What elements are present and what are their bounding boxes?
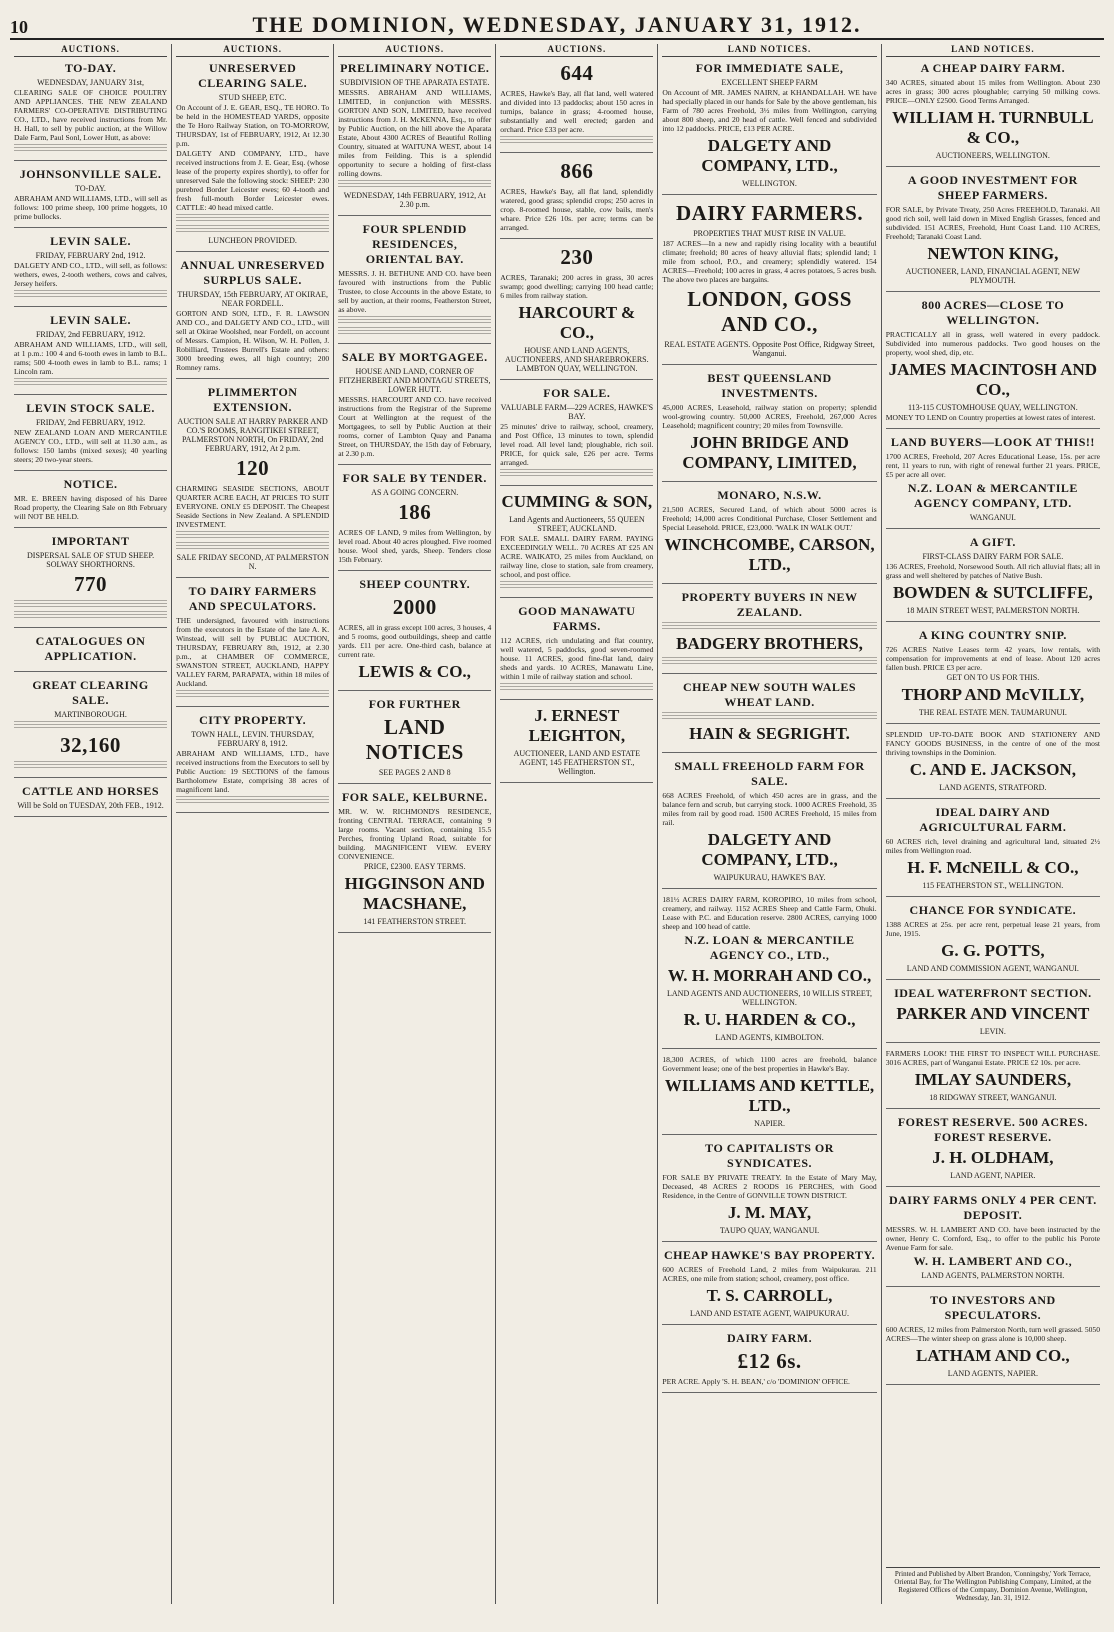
ad-title: FOREST RESERVE. 500 ACRES. FOREST RESERVE. — [897, 1115, 1088, 1144]
ad-subtitle: PROPERTIES THAT MUST RISE IN VALUE. — [693, 229, 846, 238]
fine-print — [14, 761, 167, 770]
fine-print — [662, 622, 876, 631]
column-head: AUCTIONS. — [338, 44, 491, 57]
fine-print — [176, 225, 329, 234]
fine-print — [14, 721, 167, 730]
fine-print — [338, 316, 491, 325]
ad-title: CHEAP HAWKE'S BAY PROPERTY. — [663, 1248, 876, 1262]
agent-address: AUCTIONEER, LAND AND ESTATE AGENT, 145 FEATHERSTON ST., Wellington. — [513, 749, 641, 776]
ad-book-business — [886, 730, 1100, 799]
ad-dairy-farmers — [176, 584, 329, 707]
ad-title: 800 ACRES—CLOSE TO WELLINGTON. — [921, 298, 1065, 327]
agent-address: 141 FEATHERSTON STREET. — [363, 917, 467, 926]
ad-text: 60 ACRES rich, level draining and agricultural land, situated 2½ miles from Wellington road. — [885, 837, 1101, 855]
agent-address: REAL ESTATE AGENTS. Opposite Post Office, Ridgway Street, Wanganui. — [664, 340, 875, 358]
fine-print — [176, 542, 329, 551]
agent-name: LATHAM AND CO., — [916, 1346, 1070, 1365]
ad-title: CATTLE AND HORSES — [22, 784, 160, 798]
agent-address: 18 MAIN STREET WEST, PALMERSTON NORTH. — [906, 606, 1080, 615]
ad-levin-stock — [14, 401, 167, 471]
ad-text: 25 minutes' drive to railway, school, creamery, and Post Office, 13 minutes to town, splendid level road. All level land; ploughable, rich soil. PRICE, for quick sale, £26 per acre. Terms arranged. — [500, 422, 654, 467]
ad-cumming — [500, 492, 653, 598]
ad-text: ACRES, Hawke's Bay, all flat land, well watered and divided into 13 paddocks; about 150 acres in turnips, balance in grass; 4-roomed house, substantially and well erected; garden and orchard. Price £33 per acre. — [500, 89, 654, 134]
ad-johnsonville — [14, 167, 167, 228]
agent-address: AUCTIONEER, LAND, FINANCIAL AGENT, NEW PLYMOUTH. — [905, 267, 1081, 285]
ad-cheap-hawkes-bay — [662, 1248, 876, 1325]
ad-subtitle: MARTINBOROUGH. — [54, 710, 127, 719]
agent-address: TAUPO QUAY, WANGANUI. — [719, 1226, 820, 1235]
ad-subtitle: Will be Sold on TUESDAY, 20th FEB., 1912. — [17, 801, 164, 810]
fine-print — [14, 144, 167, 153]
agent-name: WILLIAMS AND KETTLE, LTD., — [664, 1076, 875, 1115]
agent-name: CUMMING & SON, — [501, 492, 653, 511]
ad-number: 770 — [74, 572, 108, 596]
ad-text: ABRAHAM AND WILLIAMS, LTD., will sell as follows: 100 prime sheep, 100 prime hoggets, 10 prime bullocks. — [14, 194, 168, 221]
ad-footer: WEDNESDAY, 14th FEBRUARY, 1912, At 2.30 p.m. — [343, 191, 486, 209]
ad-title: MONARO, N.S.W. — [717, 488, 822, 502]
agent-name: JOHN BRIDGE AND COMPANY, LIMITED, — [682, 433, 857, 472]
ad-a-gift — [886, 535, 1100, 622]
ad-title: DAIRY FARM. — [727, 1331, 813, 1345]
ad-subtitle: FIRST-CLASS DAIRY FARM FOR SALE. — [922, 552, 1064, 561]
ad-text: 45,000 ACRES, Leasehold, railway station on property; splendid wool-growing country. 50,000 ACRES, Freehold, 267,000 Acres Leasehold; magnificent country; 20 miles from Townsville. — [662, 403, 877, 430]
agent-name: DALGETY AND COMPANY, LTD., — [701, 830, 838, 869]
ad-text: ACRES OF LAND, 9 miles from Wellington, by level road. About 40 acres ploughed. Five roomed house. Wool shed, yards, Sheep. Tenders close 15th February. — [338, 528, 492, 564]
fine-print — [14, 600, 167, 609]
fine-print — [338, 327, 491, 336]
agent-address: LAND AGENTS, PALMERSTON NORTH. — [921, 1271, 1065, 1280]
ad-title: SALE BY MORTGAGEE. — [341, 350, 488, 364]
agent-name: J. ERNEST LEIGHTON, — [528, 706, 626, 745]
ad-text: On Account of MR. JAMES NAIRN, at KHANDALLAH. WE have had specially placed in our hands for Sale by the above gentleman, his Farm of 780 acres Freehold, 3½ miles from Wellington, carrying about 800 sheep, and 20 head of cattle. Well fenced and subdivided into 12 paddocks. PRICE, £13 PER ACRE. — [662, 88, 877, 133]
column-1 — [10, 44, 172, 1604]
ad-text: MESSRS. ABRAHAM AND WILLIAMS, LIMITED, in conjunction with MESSRS. GORTON AND SON, LIMITED, have received instructions from J. H. McKENNA, Esq., to offer by Public Auction, on the hill above the Aparata Estate, About 4300 ACRES of Beautiful Rolling Country, situated at WAITUNA WEST, about 14 miles from Feilding. This is a splendid opportunity to secure a holding of first-class rolling downs. — [338, 88, 492, 178]
ad-title: BEST QUEENSLAND INVESTMENTS. — [707, 371, 832, 400]
ad-number: 866 — [560, 159, 594, 183]
masthead — [10, 8, 1104, 40]
ad-subtitle: SUBDIVISION OF THE APARATA ESTATE. — [339, 78, 490, 87]
ad-dairy-deposit — [886, 1193, 1100, 1287]
ad-subtitle: THURSDAY, 15th FEBRUARY, AT OKIRAE, NEAR FORDELL. — [177, 290, 328, 308]
agent-name: WINCHCOMBE, CARSON, LTD., — [664, 535, 875, 574]
column-head: AUCTIONS. — [500, 44, 653, 57]
agent-name: IMLAY SAUNDERS, — [914, 1070, 1072, 1089]
ad-monaro — [662, 488, 876, 584]
ad-title: NOTICE. — [63, 477, 118, 491]
ad-hawkes-bay-18300 — [662, 1055, 876, 1135]
ad-sheep-country — [338, 577, 491, 691]
agent-name: PARKER AND VINCENT — [896, 1004, 1090, 1023]
ad-number: 186 — [398, 500, 432, 524]
newspaper-title: THE DOMINION, WEDNESDAY, JANUARY 31, 1912. — [252, 12, 862, 37]
agent-address: LAND AGENTS, KIMBOLTON. — [715, 1033, 824, 1042]
ad-text: 726 ACRES Native Leases term 42 years, low rentals, with compensation for improvements at end of lease. About 120 acres fallen bush. PRICE £3 per acre. — [885, 645, 1101, 672]
agent-name: H. F. McNEILL & CO., — [907, 858, 1079, 877]
agent-address: 115 FEATHERSTON ST., WELLINGTON. — [922, 881, 1064, 890]
ad-city-property — [176, 713, 329, 813]
ad-number: 2000 — [392, 595, 437, 619]
ad-text: DALGETY AND COMPANY, LTD., have received instructions from J. E. Gear, Esq. (whose lease of the property expires shortly), to offer for unreserved Sale the following stock: SHEEP: 230 purebred Border Leicester ewes; 60 4-tooth and fresh full-mouth Border Leicester ewes. CATTLE: 40 head mixed cattle. — [176, 149, 330, 212]
ad-leighton — [500, 706, 653, 783]
ad-subtitle: EXCELLENT SHEEP FARM — [721, 78, 818, 87]
agent-name: G. G. POTTS, — [941, 941, 1045, 960]
ad-text: NEW ZEALAND LOAN AND MERCANTILE AGENCY CO., LTD., will sell at 11.30 a.m., as follows: 150 lambs (mixed sexes); 40 yearling steers; 20 two-year steers. — [14, 428, 168, 464]
ad-capitalists — [662, 1141, 876, 1242]
ad-oriental-bay — [338, 222, 491, 344]
ad-kelburne — [338, 790, 491, 933]
ad-small-freehold — [662, 759, 876, 889]
imprint-footer: Printed and Published by Albert Brandon, 'Conningsby,' York Terrace, Oriental Bay, for The Wellington Publishing Company, Limited, at the Registered Offices of the Company, Dominion Avenue, Wellington, Wednesday, Jan. 31, 1912. — [886, 1567, 1100, 1602]
ad-further-notices — [338, 697, 491, 784]
agent-name: N.Z. LOAN & MERCANTILE AGENCY CO., LTD., — [684, 933, 855, 962]
ad-number: 32,160 — [60, 733, 121, 757]
ad-subtitle: VALUABLE FARM—229 ACRES, HAWKE'S BAY. — [500, 403, 654, 421]
fine-print — [662, 657, 876, 666]
ad-title: IDEAL DAIRY AND AGRICULTURAL FARM. — [919, 805, 1067, 834]
ad-text: MONEY TO LEND on Country properties at lowest rates of interest. — [885, 413, 1096, 422]
ad-unreserved-clearing — [176, 61, 329, 252]
agent-name: HIGGINSON AND MACSHANE, — [344, 874, 485, 913]
agent-name: W. H. LAMBERT AND CO., — [913, 1254, 1073, 1268]
agent-address: 18 RIDGWAY STREET, WANGANUI. — [929, 1093, 1057, 1102]
ad-text: 1700 ACRES, Freehold, 207 Acres Educational Lease, 15s. per acre rent, 11 years to run, with right of renewal further 21 years. PRICE, £5 per acre all over. — [885, 452, 1101, 479]
ad-title: FOR FURTHER — [368, 697, 461, 711]
ad-aparata-estate — [338, 61, 491, 216]
agent-name: HAIN & SEGRIGHT. — [689, 724, 850, 743]
ad-waterfront — [886, 986, 1100, 1043]
ad-text: THE undersigned, favoured with instructions from the executors in the Estate of the late A. K. Winstead, will sell by PUBLIC AUCTION, THURSDAY, FEBRUARY 8th, 1912, at 2.30 p.m., at CHAMBER OF COMMERCE, SWANSTON STREET, AUCKLAND, HAPPY VALLEY FARM, PARAPATA, within 18 miles of Auckland. — [176, 616, 330, 688]
ad-title: FOUR SPLENDID RESIDENCES, ORIENTAL BAY. — [362, 222, 467, 266]
agent-address: 113-115 CUSTOMHOUSE QUAY, WELLINGTON. — [907, 403, 1078, 412]
ad-subtitle: STUD SHEEP, ETC. — [218, 93, 287, 102]
ad-title: IMPORTANT — [51, 534, 130, 548]
ad-title: FOR SALE BY TENDER. — [342, 471, 487, 485]
ad-title: GOOD MANAWATU FARMS. — [518, 604, 636, 633]
ad-text: PRACTICALLY all in grass, well watered in every paddock. Subdivided into numerous paddocks. Two good houses on the property, wool shed, dip, etc. — [885, 330, 1101, 357]
agent-name: NEWTON KING, — [927, 244, 1059, 263]
ad-text: GORTON AND SON, LTD., F. R. LAWSON AND CO., and DALGETY AND CO., LTD., will sell at Okirae Woolshed, near Fordell, on account of Messrs. Campion, H. Wilson, W. H. Pollen, J. Robilliard, Trustees Burrell's Estate and others: 3000 breeding ewes, all high country; 200 Romney rams. — [176, 309, 330, 372]
ad-title: SMALL FREEHOLD FARM FOR SALE. — [674, 759, 865, 788]
ad-title: FOR SALE. — [543, 386, 611, 400]
agent-address: AUCTIONEERS, WELLINGTON. — [935, 151, 1050, 160]
fine-print — [500, 136, 653, 145]
ad-text: 136 ACRES, Freehold, Norsewood South. All rich alluvial flats; all in grass and well sheltered by patches of Native Bush. — [885, 562, 1101, 580]
agent-name: BOWDEN & SUTCLIFFE, — [892, 583, 1093, 602]
agent-name: DALGETY AND COMPANY, LTD., — [701, 136, 838, 175]
ad-title: LAND BUYERS—LOOK AT THIS!! — [890, 435, 1095, 449]
agent-name: J. H. OLDHAM, — [932, 1148, 1054, 1167]
ad-levin-abraham — [14, 313, 167, 395]
agent-name: WILLIAM H. TURNBULL & CO., — [892, 108, 1094, 147]
ad-dairy-farm-price — [662, 1331, 876, 1393]
ad-subtitle: HOUSE AND LAND, CORNER OF FITZHERBERT AND MONTAGU STREETS, LOWER HUTT. — [338, 367, 491, 394]
ad-notice — [14, 477, 167, 528]
ad-price: £12 6s. — [737, 1349, 802, 1373]
fine-print — [14, 378, 167, 387]
column-head: LAND NOTICES. — [662, 44, 876, 57]
ad-king-country — [886, 628, 1100, 724]
column-3 — [334, 44, 496, 1604]
ad-number: 230 — [560, 245, 594, 269]
ad-subtitle: FRIDAY, FEBRUARY 2nd, 1912. — [35, 251, 146, 260]
agent-address: Land Agents and Auctioneers, 55 QUEEN STREET, AUCKLAND. — [509, 515, 645, 533]
ad-text: ACRES, Hawke's Bay, all flat land, splendidly watered, good grass; splendid crops; 250 acres in crop. 8-roomed house, stable, cow bails, men's whare. Price £26 10s. per acre; terms can be arranged. — [500, 187, 654, 232]
ad-title: A GIFT. — [969, 535, 1016, 549]
ad-catalogues — [14, 634, 167, 672]
ad-text: MESSRS. J. H. BETHUNE AND CO. have been favoured with instructions from the Public Trustee, to close Accounts in the above Estate, to sell by auction, at their rooms, Featherston Street, as above. — [338, 269, 492, 314]
ad-text: 187 ACRES—In a new and rapidly rising locality with a beautiful climate; freehold; 80 acres of heavy alluvial flats; splendid land; 1 mile from school, P.O., and creamery; splendidly watered. 154 ACRES—Freehold; 100 acres in grass, 4 acres potatoes, 5 acres bush. The above two places are bargains. — [662, 239, 877, 284]
fine-print — [176, 796, 329, 805]
ad-subtitle: TO-DAY. — [75, 184, 106, 193]
agent-address: LAND AGENTS, NAPIER. — [947, 1369, 1038, 1378]
fine-print — [176, 214, 329, 223]
agent-name: LEWIS & CO., — [358, 662, 471, 681]
ad-plimmerton — [176, 385, 329, 578]
ad-mortgagee-sale — [338, 350, 491, 465]
ad-headline: LAND NOTICES — [365, 715, 464, 764]
ad-dairy-farmers-wanganui — [662, 201, 876, 365]
ad-annual-surplus — [176, 258, 329, 379]
ad-cattle-horses — [14, 784, 167, 817]
ad-number: 120 — [236, 456, 270, 480]
agent-address: NAPIER. — [754, 1119, 785, 1128]
ad-text: FOR SALE. SMALL DAIRY FARM. PAYING EXCEEDINGLY WELL. 70 ACRES AT £25 AN ACRE. WAIKATO, 25 miles from Auckland, on railway line, close to station, sale from creamery, school, and post office. — [500, 534, 654, 579]
ad-title: PLIMMERTON EXTENSION. — [207, 385, 298, 414]
ad-subtitle: AUCTION SALE AT HARRY PARKER AND CO.'S ROOMS, RANGITIKEI STREET, PALMERSTON NORTH, On FRIDAY, 2nd FEBRUARY, 1912, At 2 p.m. — [177, 417, 328, 453]
fine-print — [662, 712, 876, 721]
ad-text: DALGETY AND CO., LTD., will sell, as follows: wethers, ewes, 2-tooth wethers, cows and calves, Jersey heifers. — [14, 261, 168, 288]
ad-wheat-land — [662, 680, 876, 753]
ad-hawkes-bay-866 — [500, 159, 653, 239]
column-head: AUCTIONS. — [176, 44, 329, 57]
agent-address: LAND AGENTS, STRATFORD. — [939, 783, 1047, 792]
ad-footer: PRICE, £2300. EASY TERMS. — [363, 862, 466, 871]
ad-title: CHANCE FOR SYNDICATE. — [909, 903, 1077, 917]
ad-title: JOHNSONVILLE SALE. — [19, 167, 162, 181]
agent-address: LEVIN. — [979, 1027, 1006, 1036]
ad-text: FOR SALE, by Private Treaty, 250 Acres FREEHOLD, Taranaki. All good rich soil, well laid down in Mixed English Grasses, fenced and subdivided. 151 ACRES, Freehold, Hunt Coast Land. 110 ACRES, Freehold; Taranaki Coast Land. — [885, 205, 1101, 241]
ad-text: MR. E. BREEN having disposed of his Daree Road property, the Clearing Sale on 8th February will NOT BE HELD. — [14, 494, 168, 521]
ad-text: 112 ACRES, rich undulating and flat country, well watered, 5 paddocks, good seven-roomed house. 11 ACRES, good fine-flat land, dairy sheds and yards. 10 ACRES, Manawatu Line, within 1 mile of railway station and school. — [500, 636, 654, 681]
columns — [10, 44, 1104, 1604]
ad-queensland — [662, 371, 876, 482]
ad-text: ABRAHAM AND WILLIAMS, LTD., have received instructions from the Executors to sell by Public Auction: 19 SECTIONS of the famous Bartholomew Estate, comprising 38 acres of magnificent land. — [176, 749, 330, 794]
agent-address: WELLINGTON. — [742, 179, 797, 188]
ad-title: TO INVESTORS AND SPECULATORS. — [930, 1293, 1056, 1322]
ad-text: CHARMING SEASIDE SECTIONS, ABOUT QUARTER ACRE EACH, AT PRICES TO SUIT EVERYONE. ONLY £5 DEPOSIT. The Cheapest Seaside Sections in New Zealand. A SPLENDID INVESTMENT. — [176, 484, 330, 529]
agent-name: W. H. MORRAH AND CO., — [667, 966, 872, 985]
agent-name: THORP AND McVILLY, — [901, 685, 1085, 704]
ad-title: GREAT CLEARING SALE. — [32, 678, 149, 707]
ad-badgery — [662, 590, 876, 674]
agent-address: LAND AGENT, NAPIER. — [950, 1171, 1036, 1180]
ad-koropiro — [662, 895, 876, 1049]
fine-print — [500, 683, 653, 692]
ad-text: MESSRS. HARCOURT AND CO. have received instructions from the Registrar of the Supreme Court at Wellington at the request of the Mortgagees, to sell by Public Auction at their rooms, corner of Lambton Quay and Panama Street, on THURSDAY, the 15th day of February, at 2.30 p.m. — [338, 395, 492, 458]
agent-name: BADGERY BROTHERS, — [676, 634, 863, 653]
column-3b — [496, 44, 658, 1604]
ad-syndicate — [886, 903, 1100, 980]
fine-print — [176, 690, 329, 699]
ad-title: A GOOD INVESTMENT FOR SHEEP FARMERS. — [907, 173, 1078, 202]
ad-text: MR. W. W. RICHMOND'S RESIDENCE, fronting CENTRAL TERRACE, containing 9 large rooms. Vacant section, containing 15.5 Perches, fronting Upland Road, suitable for building. MAGNIFICENT VIEW. EVERY CONVENIENCE. — [338, 807, 492, 861]
agent-name: JAMES MACINTOSH AND CO., — [888, 360, 1098, 399]
ad-sheep-farmers-investment — [886, 173, 1100, 292]
fine-print — [500, 581, 653, 590]
ad-title: TO CAPITALISTS OR SYNDICATES. — [705, 1141, 834, 1170]
ad-martinborough — [14, 678, 167, 778]
agent-address: WANGANUI. — [969, 513, 1016, 522]
ad-title: A KING COUNTRY SNIP. — [918, 628, 1067, 642]
ad-title: UNRESERVED CLEARING SALE. — [198, 61, 308, 90]
ad-farmers-look — [886, 1049, 1100, 1109]
fine-print — [14, 611, 167, 620]
ad-text: 181½ ACRES DAIRY FARM, KOROPIRO, 10 miles from school, creamery, and railway. 1152 ACRES Sheep and Cattle Farm, Ohuki. Lease with P.C. and Education reserve. 2800 ACRES, carrying 1000 sheep and 100 head of cattle. — [662, 895, 877, 931]
ad-text: ABRAHAM AND WILLIAMS, LTD., will sell, at 1 p.m.: 100 4 and 6-tooth ewes in lamb to B.L. rams; 500 4-tooth ewes in lamb to B.L. rams; 1 Lincoln ram. — [14, 340, 168, 376]
ad-title: TO-DAY. — [64, 61, 117, 75]
column-head: LAND NOTICES. — [886, 44, 1100, 57]
agent-address: LAND AGENTS AND AUCTIONEERS, 10 WILLIS STREET, WELLINGTON. — [667, 989, 873, 1007]
agent-address: LAND AND COMMISSION AGENT, WANGANUI. — [906, 964, 1079, 973]
ad-title: PRELIMINARY NOTICE. — [340, 61, 490, 75]
ad-text: 600 ACRES of Freehold Land, 2 miles from Waipukurau. 211 ACRES, one mile from station; school, creamery, post office. — [662, 1265, 877, 1283]
ad-text: FARMERS LOOK! THE FIRST TO INSPECT WILL PURCHASE. 3016 ACRES, part of Wanganui Estate. PRICE £2 10s. per acre. — [885, 1049, 1101, 1067]
ad-title: FOR SALE, KELBURNE. — [341, 790, 488, 804]
ad-title: CITY PROPERTY. — [199, 713, 307, 727]
ad-investors — [886, 1293, 1100, 1385]
ad-immediate-sale — [662, 61, 876, 195]
agent-name: N.Z. LOAN & MERCANTILE AGENCY COMPANY, LTD. — [907, 481, 1078, 510]
ad-text: 668 ACRES Freehold, of which 450 acres are in grass, and the balance fern and scrub, but carrying stock. 1000 ACRES Freehold, 35 miles from rail by good road. 1500 ACRES Freehold, 15 miles from rail. — [662, 791, 877, 827]
column-5 — [882, 44, 1104, 1604]
ad-number: 644 — [560, 61, 594, 85]
ad-800-acres — [886, 298, 1100, 429]
ad-text: 600 ACRES, 12 miles from Palmerston North, turn well grassed. 5050 ACRES—The winter sheep on grass alone is 10,000 sheep. — [885, 1325, 1101, 1343]
ad-ideal-dairy — [886, 805, 1100, 897]
column-2 — [172, 44, 334, 1604]
ad-title: LEVIN SALE. — [50, 234, 131, 248]
agent-address: LAND AND ESTATE AGENT, WAIPUKURAU. — [690, 1309, 850, 1318]
agent-name: HARCOURT & CO., — [518, 303, 636, 342]
ad-manawatu — [500, 604, 653, 700]
ad-text: FOR SALE BY PRIVATE TREATY. In the Estate of Mary May, Deceased, 48 ACRES 2 ROODS 16 PERCHES, with Good Residence, in the Centre of GONVILLE TOWN DISTRICT. — [662, 1173, 877, 1200]
ad-hawkes-bay-644 — [500, 61, 653, 153]
ad-poultry-sale — [14, 61, 167, 161]
ad-title: CHEAP NEW SOUTH WALES WHEAT LAND. — [682, 680, 857, 709]
ad-title: A CHEAP DAIRY FARM. — [920, 61, 1066, 75]
ad-subtitle: SEE PAGES 2 AND 8 — [378, 768, 451, 777]
agent-name: J. M. MAY, — [727, 1203, 812, 1222]
agent-address: HOUSE AND LAND AGENTS, AUCTIONEERS, AND SHAREBROKERS. LAMBTON QUAY, WELLINGTON. — [505, 346, 649, 373]
ad-text: MESSRS. W. H. LAMBERT AND CO. have been instructed by the owner, Henry C. Cornford, Esq., to offer to the public his Porote Avenue Farm for sale. — [885, 1225, 1101, 1252]
ad-text: 21,500 ACRES, Secured Land, of which about 5000 acres is Freehold; 14,000 acres Conditional Purchase, Closer Settlement and Special Leasehold. PRICE, £23,000. 'WALK IN WALK OUT.' — [662, 505, 877, 532]
fine-print — [500, 469, 653, 478]
ad-land-buyers — [886, 435, 1100, 529]
ad-subtitle: WEDNESDAY, JANUARY 31st, — [37, 78, 144, 87]
agent-name: C. AND E. JACKSON, — [909, 760, 1076, 779]
ad-title: SHEEP COUNTRY. — [359, 577, 471, 591]
ad-text: 340 ACRES, situated about 15 miles from Wellington. About 230 acres in grass; 300 acres ploughable; carrying 50 milking cows. PRICE—ONLY £2500. Good Terms Arranged. — [885, 78, 1101, 105]
page-number: 10 — [10, 17, 28, 37]
ad-text: ACRES, Taranaki; 200 acres in grass, 30 acres swamp; good dwelling; carrying 100 head cattle; 6 miles from railway station. — [500, 273, 654, 300]
fine-print — [338, 180, 491, 189]
ad-levin-dalgety — [14, 234, 167, 307]
ad-subtitle: GET ON TO US FOR THIS. — [946, 673, 1040, 682]
ad-tender — [338, 471, 491, 571]
ad-title: DAIRY FARMS ONLY 4 PER CENT. DEPOSIT. — [888, 1193, 1097, 1222]
agent-name: LONDON, GOSS AND CO., — [687, 287, 852, 336]
agent-address: THE REAL ESTATE MEN. TAUMARUNUI. — [918, 708, 1067, 717]
ad-cheap-dairy-farm — [886, 61, 1100, 167]
column-4 — [658, 44, 881, 1604]
ad-title: IDEAL WATERFRONT SECTION. — [894, 986, 1092, 1000]
ad-subtitle: DISPERSAL SALE OF STUD SHEEP. SOLWAY SHORTHORNS. — [27, 551, 155, 569]
ad-text: 1388 ACRES at 25s. per acre rent, perpetual lease 21 years, from June, 1915. — [885, 920, 1101, 938]
ad-taranaki-230 — [500, 245, 653, 380]
agent-name: T. S. CARROLL, — [706, 1286, 833, 1305]
ad-text: On Account of J. E. GEAR, ESQ., TE HORO. To be held in the HOMESTEAD YARDS, opposite the Te Horo Railway Station, on TO-MORROW, THURSDAY, 1st of FEBRUARY, 1912, At 12.30 p.m. — [176, 103, 330, 148]
ad-title: LEVIN STOCK SALE. — [26, 401, 155, 415]
ad-subtitle: FRIDAY, 2nd FEBRUARY, 1912. — [35, 330, 146, 339]
ad-footer: LUNCHEON PROVIDED. — [208, 236, 297, 245]
ad-title: PROPERTY BUYERS IN NEW ZEALAND. — [681, 590, 858, 619]
ad-title: ANNUAL UNRESERVED SURPLUS SALE. — [180, 258, 325, 287]
column-head: AUCTIONS. — [14, 44, 167, 57]
ad-title: FOR IMMEDIATE SALE, — [695, 61, 844, 75]
ad-text: PER ACRE. Apply 'S. H. BEAN,' c/o 'DOMINION' OFFICE. — [662, 1377, 850, 1386]
agent-address: WAIPUKURAU, HAWKE'S BAY. — [713, 873, 826, 882]
ad-subtitle: AS A GOING CONCERN. — [371, 488, 459, 497]
ad-title: LEVIN SALE. — [50, 313, 131, 327]
ad-footer: SALE FRIDAY SECOND, AT PALMERSTON N. — [176, 553, 329, 571]
ad-title: TO DAIRY FARMERS AND SPECULATORS. — [188, 584, 317, 613]
fine-print — [176, 531, 329, 540]
ad-subtitle: TOWN HALL, LEVIN. THURSDAY, FEBRUARY 8, 1912. — [191, 730, 315, 748]
ad-headline: DAIRY FARMERS. — [675, 201, 864, 225]
ad-text: SPLENDID UP-TO-DATE BOOK AND STATIONERY AND FANCY GOODS BUSINESS, in the centre of one of the most thriving townships in the Dominion. — [885, 730, 1101, 757]
ad-stud-sheep — [14, 534, 167, 628]
fine-print — [14, 290, 167, 299]
ad-text: CLEARING SALE OF CHOICE POULTRY AND APPLIANCES. THE NEW ZEALAND FARMERS' CO-OPERATIVE DISTRIBUTING CO., LTD., have received instructions from Mr. H. Hall, to sell by public auction, at the Willow Dale Farm, Paul Sonl, Lower Hutt, as above: — [14, 88, 168, 142]
agent-name: R. U. HARDEN & CO., — [683, 1010, 856, 1029]
ad-valuable-farm — [500, 386, 653, 486]
ad-forest-reserve — [886, 1115, 1100, 1187]
ad-text: ACRES, all in grass except 100 acres, 3 houses, 4 and 5 rooms, good outbuildings, sheep and cattle yards. £11 per acre. One-third cash, balance at current rate. — [338, 623, 492, 659]
ad-text: 18,300 ACRES, of which 1100 acres are freehold, balance Government lease; one of the best properties in Hawke's Bay. — [662, 1055, 877, 1073]
ad-title: CATALOGUES ON APPLICATION. — [35, 634, 146, 663]
ad-subtitle: FRIDAY, 2nd FEBRUARY, 1912. — [35, 418, 146, 427]
